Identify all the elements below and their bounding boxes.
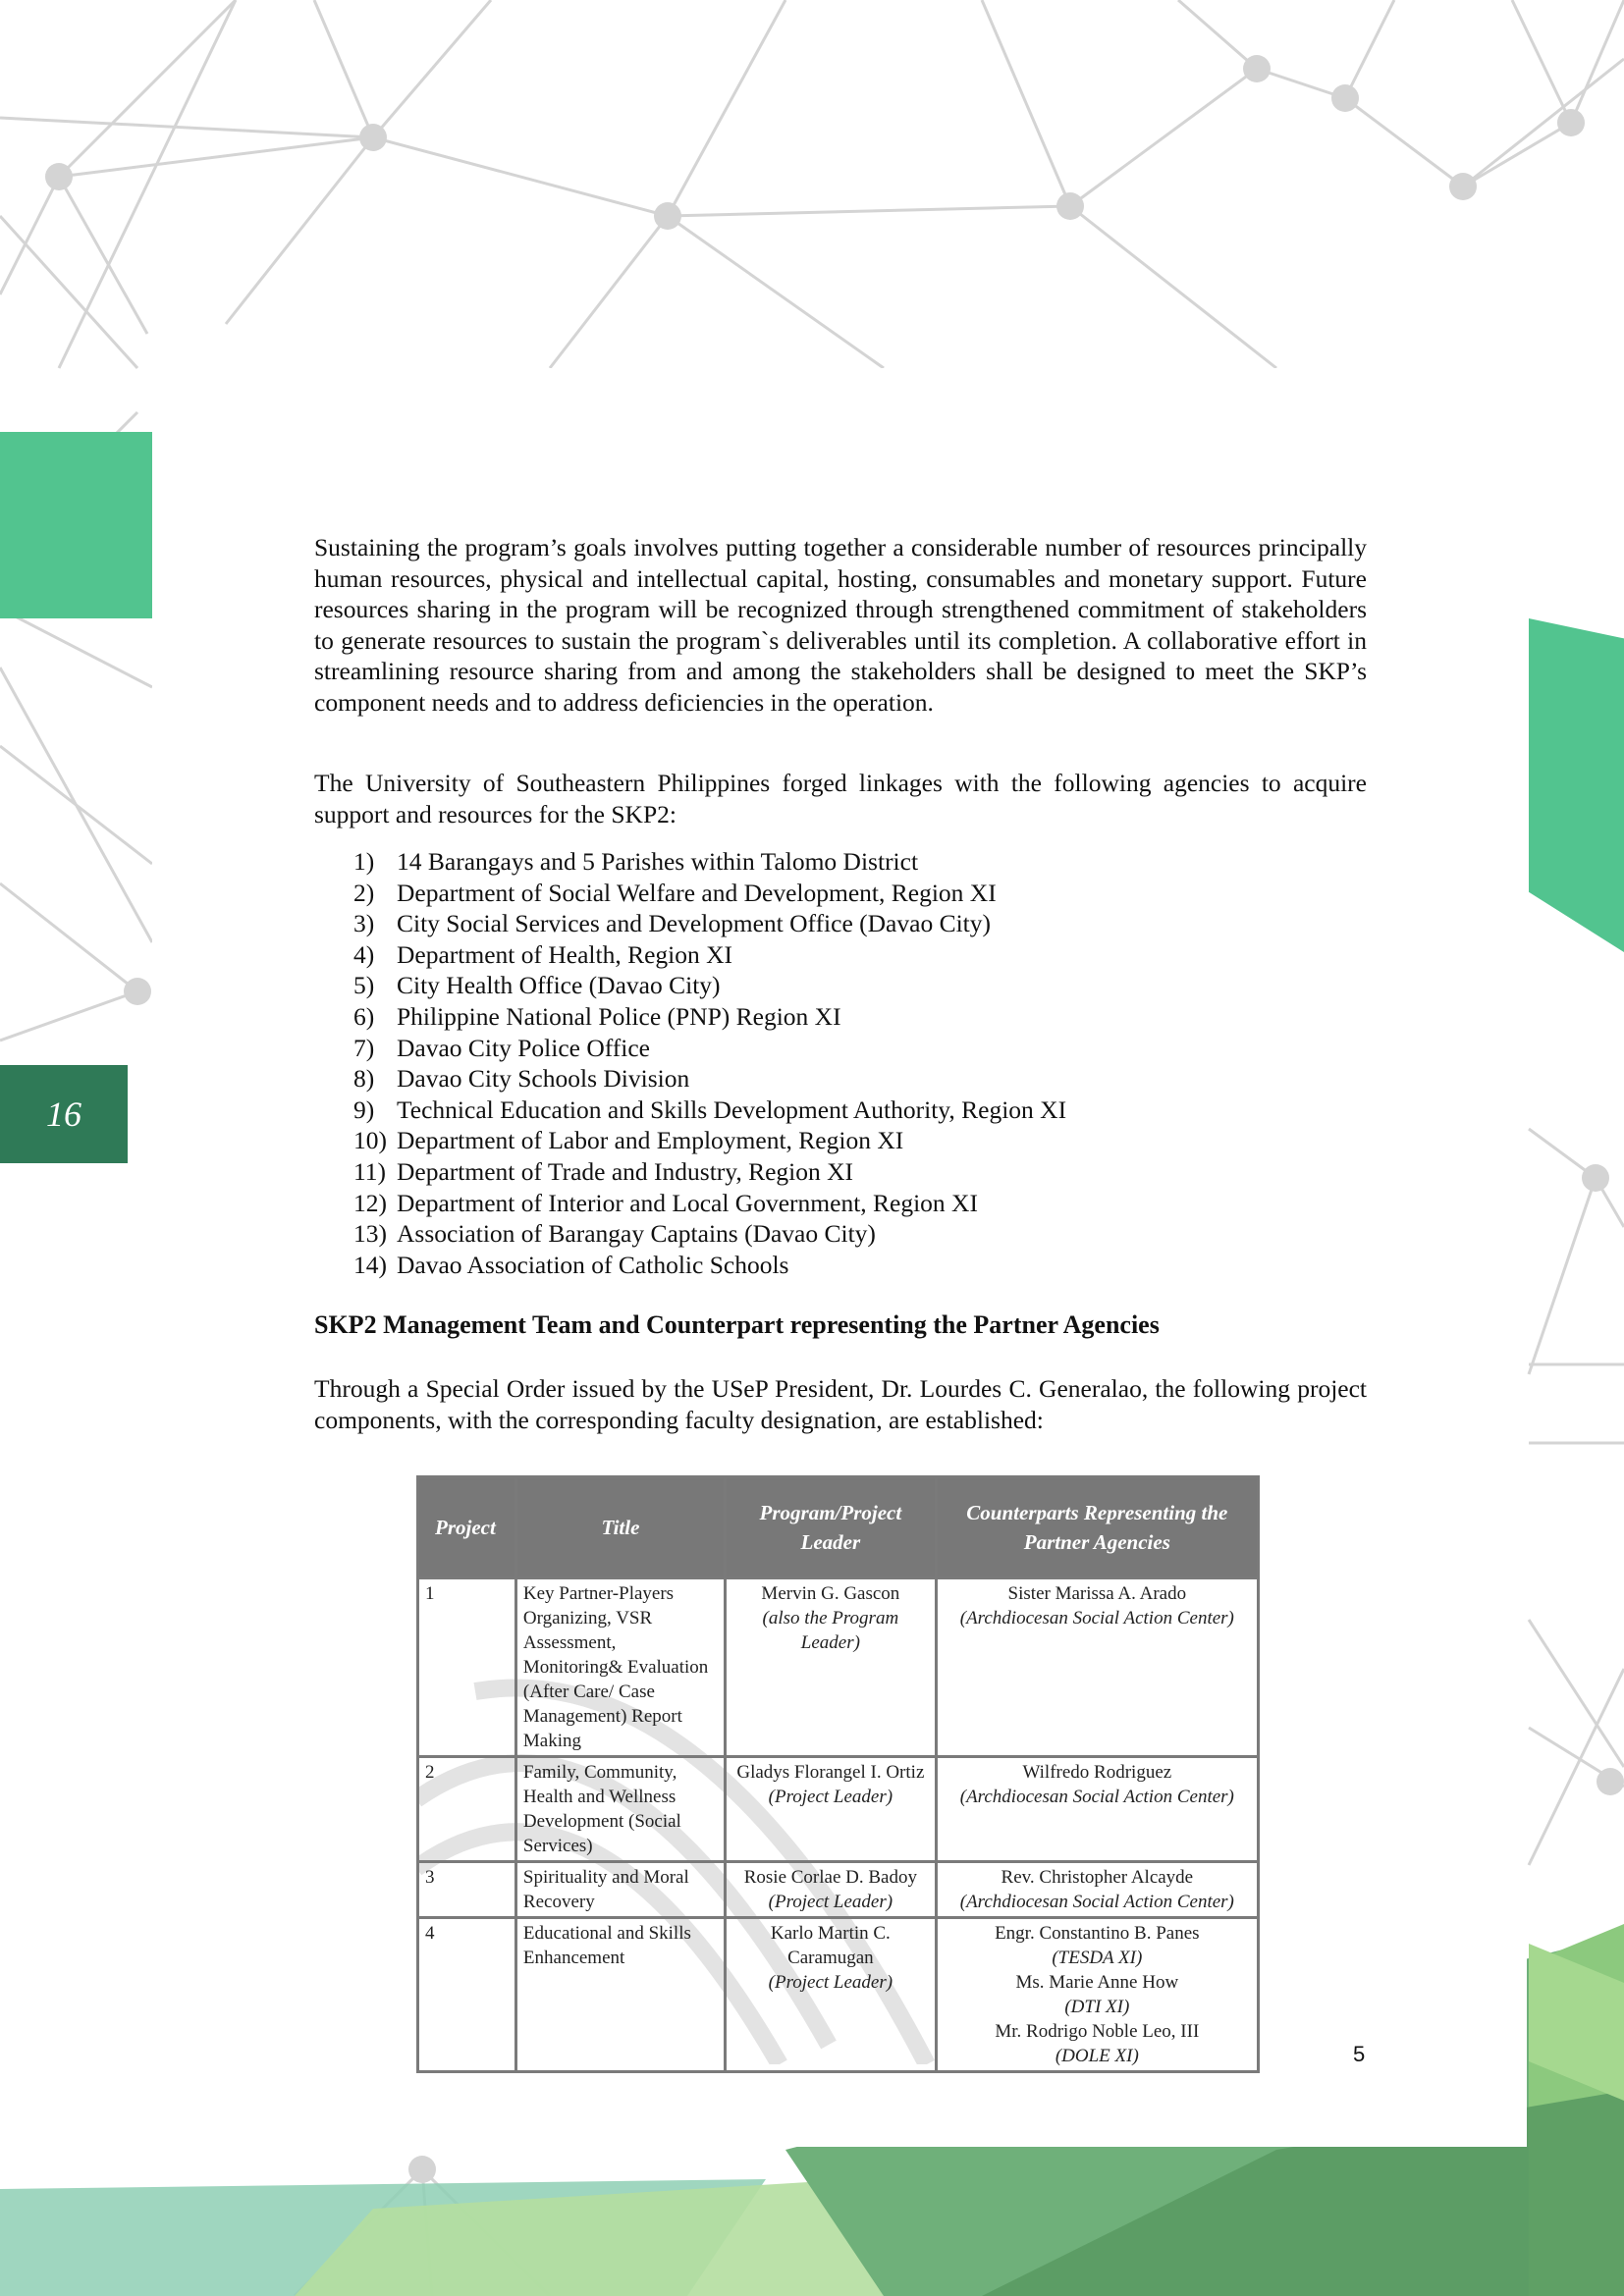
title-cell: Family, Community, Health and Wellness Development (Social Services) <box>515 1757 725 1862</box>
project-cell: 1 <box>418 1578 516 1757</box>
section-heading: SKP2 Management Team and Counterpart representing the Partner Agencies <box>314 1310 1160 1339</box>
table-row <box>418 1578 1259 1757</box>
leader-role: (Project Leader) <box>768 1892 893 1912</box>
counterparts-cell <box>936 1862 1258 1918</box>
leader-name: Gladys Florangel I. Ortiz <box>736 1762 925 1783</box>
list-item: 2) Department of Social Welfare and Development, Region XI <box>353 878 997 907</box>
list-item: 11) Department of Trade and Industry, Region XI <box>353 1156 854 1186</box>
table-header-row <box>418 1477 1259 1578</box>
leader-name: Mervin G. Gascon <box>761 1583 900 1604</box>
table-row <box>418 1862 1259 1918</box>
list-item: 12) Department of Interior and Local Government, Region XI <box>353 1188 978 1217</box>
counterparts-cell <box>936 1578 1258 1757</box>
project-cell: 3 <box>418 1862 516 1918</box>
project-cell: 4 <box>418 1918 516 2072</box>
leader-name: Karlo Martin C. Caramugan <box>770 1923 891 1968</box>
title-cell: Spirituality and Moral Recovery <box>515 1862 725 1918</box>
list-item: 7) Davao City Police Office <box>353 1033 651 1062</box>
list-item: 9) Technical Education and Skills Development Authority, Region XI <box>353 1095 1067 1124</box>
list-item: 13) Association of Barangay Captains (Davao City) <box>353 1219 876 1249</box>
leader-cell <box>726 1578 937 1757</box>
team-table <box>416 1475 1260 2073</box>
list-item: 14) Davao Association of Catholic Schools <box>353 1250 789 1279</box>
counterpart-agency: (Archdiocesan Social Action Center) <box>959 1892 1234 1912</box>
table-row <box>418 1757 1259 1862</box>
agency-list <box>353 846 1066 1280</box>
counterparts-cell <box>936 1918 1258 2072</box>
header-leader: Program/Project Leader <box>726 1477 937 1578</box>
header-title: Title <box>515 1477 725 1578</box>
counterpart-name: Rev. Christopher Alcayde <box>1001 1867 1194 1888</box>
list-item: 4) Department of Health, Region XI <box>353 939 733 969</box>
counterpart-name: Engr. Constantino B. Panes <box>995 1923 1200 1944</box>
header-counterparts: Counterparts Representing the Partner Agencies <box>936 1477 1258 1578</box>
counterpart-agency: (DTI XI) <box>1064 1997 1130 2017</box>
paragraph-linkages: The University of Southeastern Philippines forged linkages with the following agencies to acquire support and resources for the SKP2: <box>314 769 1367 828</box>
leader-cell <box>726 1918 937 2072</box>
leader-role: (also the Program Leader) <box>762 1608 899 1653</box>
counterpart-name: Mr. Rodrigo Noble Leo, III <box>995 2021 1200 2042</box>
counterparts-cell <box>936 1757 1258 1862</box>
counterpart-agency: (DOLE XI) <box>1055 2046 1139 2066</box>
footer-page-number: 5 <box>1353 2042 1366 2066</box>
leader-role: (Project Leader) <box>768 1787 893 1807</box>
table-row <box>418 1918 1259 2072</box>
title-cell: Key Partner-Players Organizing, VSR Assessment, Monitoring& Evaluation (After Care/ Case Management) Report Making <box>515 1578 725 1757</box>
counterpart-agency: (TESDA XI) <box>1052 1948 1143 1968</box>
counterpart-name: Sister Marissa A. Arado <box>1007 1583 1187 1604</box>
title-cell: Educational and Skills Enhancement <box>515 1918 725 2072</box>
counterpart-name: Ms. Marie Anne How <box>1015 1972 1179 1993</box>
paragraph-special-order: Through a Special Order issued by the USeP President, Dr. Lourdes C. Generalao, the following project components, with the corresponding faculty designation, are established: <box>314 1374 1367 1434</box>
list-item: 8) Davao City Schools Division <box>353 1064 690 1094</box>
list-item: 10) Department of Labor and Employment, Region XI <box>353 1126 904 1155</box>
list-item: 3) City Social Services and Development Office (Davao City) <box>353 909 991 938</box>
list-item: 6) Philippine National Police (PNP) Region XI <box>353 1001 841 1031</box>
list-item: 1) 14 Barangays and 5 Parishes within Talomo District <box>353 847 919 876</box>
project-cell: 2 <box>418 1757 516 1862</box>
side-page-number: 16 <box>0 1065 128 1163</box>
counterpart-agency: (Archdiocesan Social Action Center) <box>959 1608 1234 1629</box>
leader-cell <box>726 1757 937 1862</box>
leader-role: (Project Leader) <box>768 1972 893 1993</box>
paragraph-resources: Sustaining the program’s goals involves putting together a considerable number of resources principally human resources, physical and intellectual capital, hosting, consumables and monetary support. Future resources sharing in the program will be recognized through strengthened commitment of stakeholders to generate resources to sustain the program`s deliverables until its completion. A collaborative effort in streamlining resource sharing from and among the stakeholders shall be designed to meet the SKP’s component needs and to address deficiencies in the operation. <box>314 533 1367 717</box>
counterpart-agency: (Archdiocesan Social Action Center) <box>959 1787 1234 1807</box>
leader-cell <box>726 1862 937 1918</box>
leader-name: Rosie Corlae D. Badoy <box>743 1867 917 1888</box>
list-item: 5) City Health Office (Davao City) <box>353 971 721 1000</box>
counterpart-name: Wilfredo Rodriguez <box>1022 1762 1172 1783</box>
left-accent-tab <box>0 432 152 618</box>
header-project: Project <box>418 1477 516 1578</box>
